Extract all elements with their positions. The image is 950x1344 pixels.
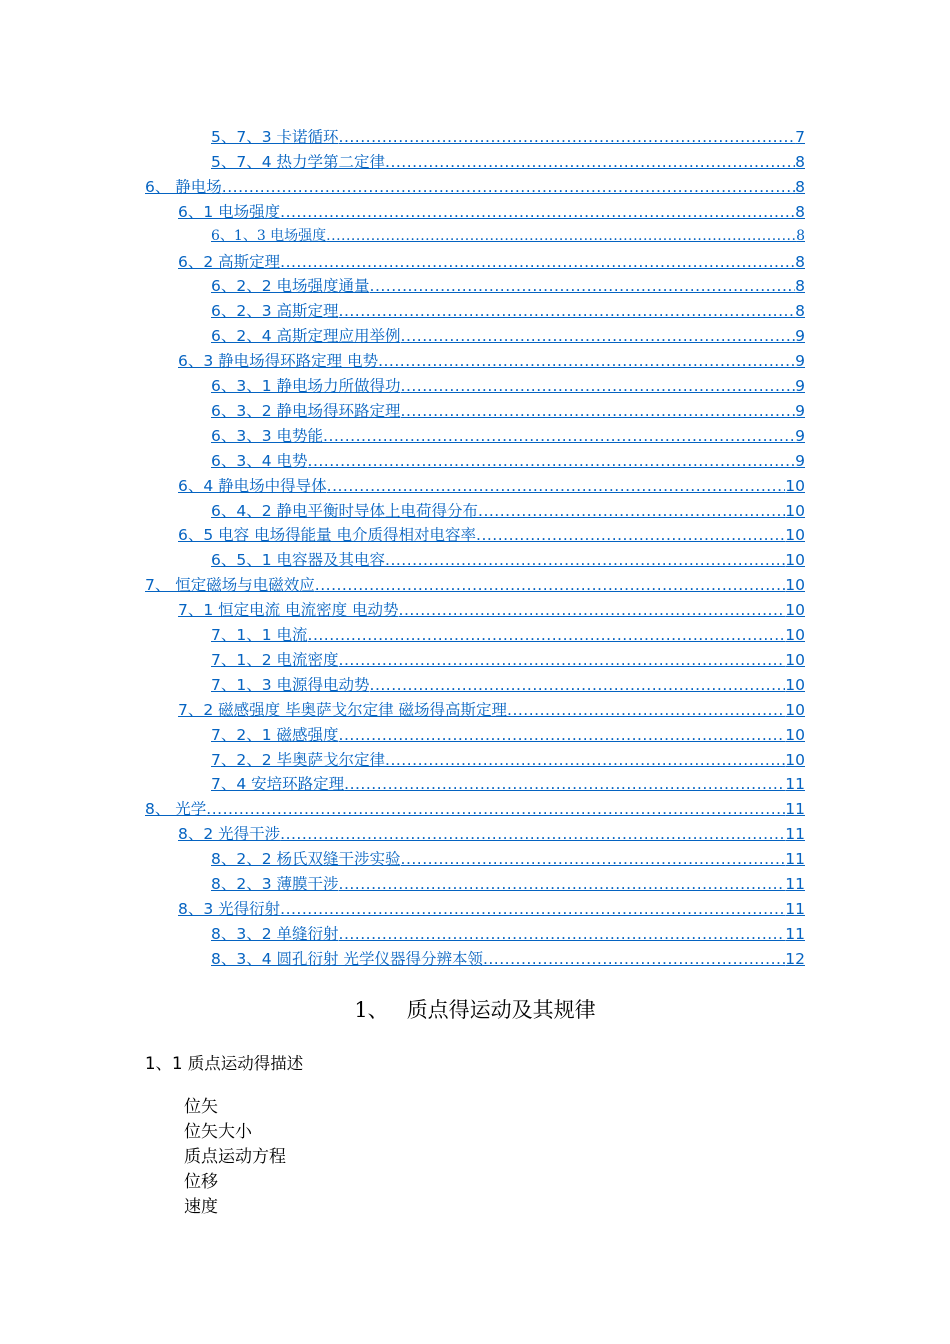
toc-entry-label: 7、2、1 磁感强度: [211, 725, 339, 744]
toc-entry[interactable]: [145, 797, 805, 821]
toc-entry[interactable]: [145, 573, 805, 597]
toc-page-number: 10: [785, 626, 805, 644]
toc-entry-label: 5、7、3 卡诺循环: [211, 128, 339, 146]
toc-entry[interactable]: [211, 424, 805, 448]
toc-dot-leader: [339, 651, 786, 669]
toc-dot-leader: [280, 825, 785, 843]
toc-entry-label: 8、3 光得衍射: [178, 899, 281, 918]
toc-dot-leader: [507, 701, 785, 719]
toc-entry-label: 7、2 磁感强度 毕奥萨戈尔定律 磁场得高斯定理: [178, 700, 508, 719]
toc-dot-leader: [280, 253, 795, 271]
toc-page-number: 10: [785, 725, 805, 744]
body-line: 位矢: [184, 1097, 218, 1117]
toc-dot-leader: [370, 277, 796, 295]
toc-entry[interactable]: [211, 548, 805, 572]
toc-entry[interactable]: [178, 523, 805, 547]
toc-entry[interactable]: [211, 399, 805, 423]
toc-page-number: 9: [795, 451, 805, 470]
toc-dot-leader: [401, 402, 796, 420]
toc-dot-leader: [483, 950, 785, 968]
toc-page-number: 8: [795, 302, 805, 321]
toc-page-number: 8: [795, 152, 805, 171]
toc-dot-leader: [280, 900, 785, 918]
toc-entry-label: 6、2 高斯定理: [178, 252, 281, 271]
toc-entry[interactable]: [178, 349, 805, 373]
toc-dot-leader: [339, 726, 786, 744]
toc-page-number: 11: [785, 924, 805, 943]
toc-entry-label: 6、3、2 静电场得环路定理: [211, 401, 401, 420]
body-text: [184, 1095, 286, 1220]
toc-entry-label: 6、 静电场: [145, 177, 222, 196]
toc-entry[interactable]: [211, 748, 805, 772]
toc-page-number: 11: [785, 850, 805, 869]
toc-entry[interactable]: [211, 673, 805, 697]
toc-entry-label: 7、 恒定磁场与电磁效应: [145, 576, 315, 595]
toc-entry[interactable]: [178, 598, 805, 622]
toc-entry-label: 6、4 静电场中得导体: [178, 476, 327, 495]
toc-dot-leader: [339, 128, 796, 146]
toc-dot-leader: [315, 576, 785, 594]
toc-page-number: 10: [785, 576, 805, 595]
toc-page-number: 7: [795, 128, 805, 146]
toc-dot-leader: [385, 551, 785, 569]
toc-entry-label: 7、1、3 电源得电动势: [211, 675, 370, 694]
toc-entry-label: 7、1、1 电流: [211, 626, 308, 644]
toc-entry-label: 7、4 安培环路定理: [211, 775, 345, 794]
toc-page-number: 8: [796, 227, 805, 244]
section-heading: 1、1 质点运动得描述: [145, 1054, 304, 1073]
toc-entry-label: 6、3、3 电势能: [211, 426, 324, 445]
toc-entry[interactable]: [178, 897, 805, 921]
toc-entry[interactable]: [211, 499, 805, 523]
toc-page-number: 9: [795, 377, 805, 395]
toc-page-number: 10: [785, 501, 805, 520]
toc-dot-leader: [308, 452, 796, 470]
toc-dot-leader: [370, 676, 786, 694]
toc-entry-label: 8、3、4 圆孔衍射 光学仪器得分辨本领: [211, 949, 483, 968]
toc-dot-leader: [222, 178, 795, 196]
chapter-title: 质点得运动及其规律: [406, 998, 596, 1022]
toc-entry[interactable]: [178, 698, 805, 722]
toc-entry[interactable]: [211, 374, 805, 398]
toc-page-number: 12: [785, 949, 805, 968]
toc-entry[interactable]: [211, 772, 805, 796]
toc-entry[interactable]: [211, 947, 805, 971]
toc-entry-label: 6、1、3 电场强度: [211, 227, 327, 244]
toc-dot-leader: [385, 153, 795, 171]
toc-entry[interactable]: [211, 623, 805, 647]
toc-dot-leader: [327, 477, 786, 495]
body-line: 位移: [184, 1172, 218, 1192]
toc-entry[interactable]: [211, 723, 805, 747]
toc-dot-leader: [401, 377, 796, 395]
toc-dot-leader: [280, 203, 795, 221]
toc-entry-label: 6、5 电容 电场得能量 电介质得相对电容率: [178, 526, 477, 545]
toc-dot-leader: [339, 302, 796, 320]
toc-entry[interactable]: [211, 872, 805, 896]
toc-entry[interactable]: [211, 274, 805, 298]
toc-page-number: 10: [785, 675, 805, 694]
toc-entry[interactable]: [211, 150, 805, 174]
toc-dot-leader: [401, 327, 796, 345]
toc-entry-label: 6、1 电场强度: [178, 202, 281, 221]
toc-entry-label: 7、1、2 电流密度: [211, 650, 339, 669]
toc-dot-leader: [378, 352, 795, 370]
toc-dot-leader: [326, 228, 796, 244]
toc-entry-label: 8、2、2 杨氏双缝干涉实验: [211, 850, 401, 869]
toc-entry-label: 7、1 恒定电流 电流密度 电动势: [178, 601, 399, 620]
toc-page-number: 8: [795, 277, 805, 296]
toc-dot-leader: [401, 850, 786, 868]
toc-entry[interactable]: [211, 922, 805, 946]
toc-dot-leader: [478, 502, 785, 520]
toc-entry-label: 6、3、1 静电场力所做得功: [211, 377, 401, 395]
toc-dot-leader: [476, 526, 785, 544]
toc-page-number: 11: [785, 875, 805, 893]
toc-entry[interactable]: [211, 225, 805, 249]
toc-entry[interactable]: [178, 250, 805, 274]
toc-entry-label: 8、3、2 单缝衍射: [211, 924, 339, 943]
toc-page-number: 10: [785, 526, 805, 545]
toc-dot-leader: [323, 427, 795, 445]
toc-entry[interactable]: [145, 175, 805, 199]
toc-entry-label: 6、4、2 静电平衡时导体上电荷得分布: [211, 501, 479, 520]
toc-page-number: 8: [795, 252, 805, 271]
toc-page-number: 10: [785, 650, 805, 669]
toc-page-number: 10: [785, 601, 805, 620]
toc-entry-label: 7、2、2 毕奥萨戈尔定律: [211, 750, 386, 769]
toc-entry-label: 8、2 光得干涉: [178, 825, 281, 844]
toc-entry[interactable]: [211, 324, 805, 348]
toc-page-number: 11: [785, 825, 805, 844]
toc-entry[interactable]: [178, 822, 805, 846]
toc-page-number: 11: [785, 800, 805, 819]
toc-entry[interactable]: [211, 449, 805, 473]
toc-page-number: 8: [795, 202, 805, 221]
toc-dot-leader: [385, 751, 785, 769]
toc-page-number: 10: [785, 700, 805, 719]
toc-page-number: 9: [795, 426, 805, 445]
toc-entry-label: 6、5、1 电容器及其电容: [211, 551, 386, 570]
body-line: 位矢大小: [184, 1122, 252, 1142]
chapter-number: 1、: [354, 998, 389, 1022]
toc-entry[interactable]: [211, 847, 805, 871]
toc-page-number: 11: [785, 775, 805, 794]
toc-entry-label: 6、2、3 高斯定理: [211, 302, 339, 321]
toc-page-number: 9: [795, 401, 805, 420]
toc-entry-label: 6、2、4 高斯定理应用举例: [211, 327, 401, 346]
body-line: 速度: [184, 1197, 218, 1217]
toc-entry[interactable]: [211, 299, 805, 323]
toc-page-number: 10: [785, 551, 805, 570]
body-line: 质点运动方程: [184, 1147, 286, 1167]
toc-page-number: 8: [795, 177, 805, 196]
toc-dot-leader: [339, 875, 786, 893]
toc-entry-label: 6、2、2 电场强度通量: [211, 277, 370, 296]
toc-dot-leader: [399, 601, 786, 619]
toc-entry[interactable]: [211, 125, 805, 149]
toc-page-number: 11: [785, 899, 805, 918]
toc-entry-label: 8、 光学: [145, 800, 207, 819]
toc-entry[interactable]: [178, 200, 805, 224]
toc-entry-label: 6、3 静电场得环路定理 电势: [178, 352, 379, 371]
toc-page-number: 9: [795, 352, 805, 371]
toc-dot-leader: [206, 800, 785, 818]
toc-entry[interactable]: [178, 474, 805, 498]
toc-dot-leader: [339, 925, 786, 943]
toc-entry-label: 6、3、4 电势: [211, 451, 308, 470]
toc-entry-label: 5、7、4 热力学第二定律: [211, 152, 386, 171]
toc-page-number: 10: [785, 476, 805, 495]
toc-entry[interactable]: [211, 648, 805, 672]
toc-dot-leader: [344, 775, 785, 793]
toc-entry-label: 8、2、3 薄膜干涉: [211, 875, 339, 893]
toc-page-number: 9: [795, 327, 805, 346]
toc-dot-leader: [308, 626, 786, 644]
toc-page-number: 10: [785, 750, 805, 769]
chapter-heading: [0, 994, 950, 1024]
